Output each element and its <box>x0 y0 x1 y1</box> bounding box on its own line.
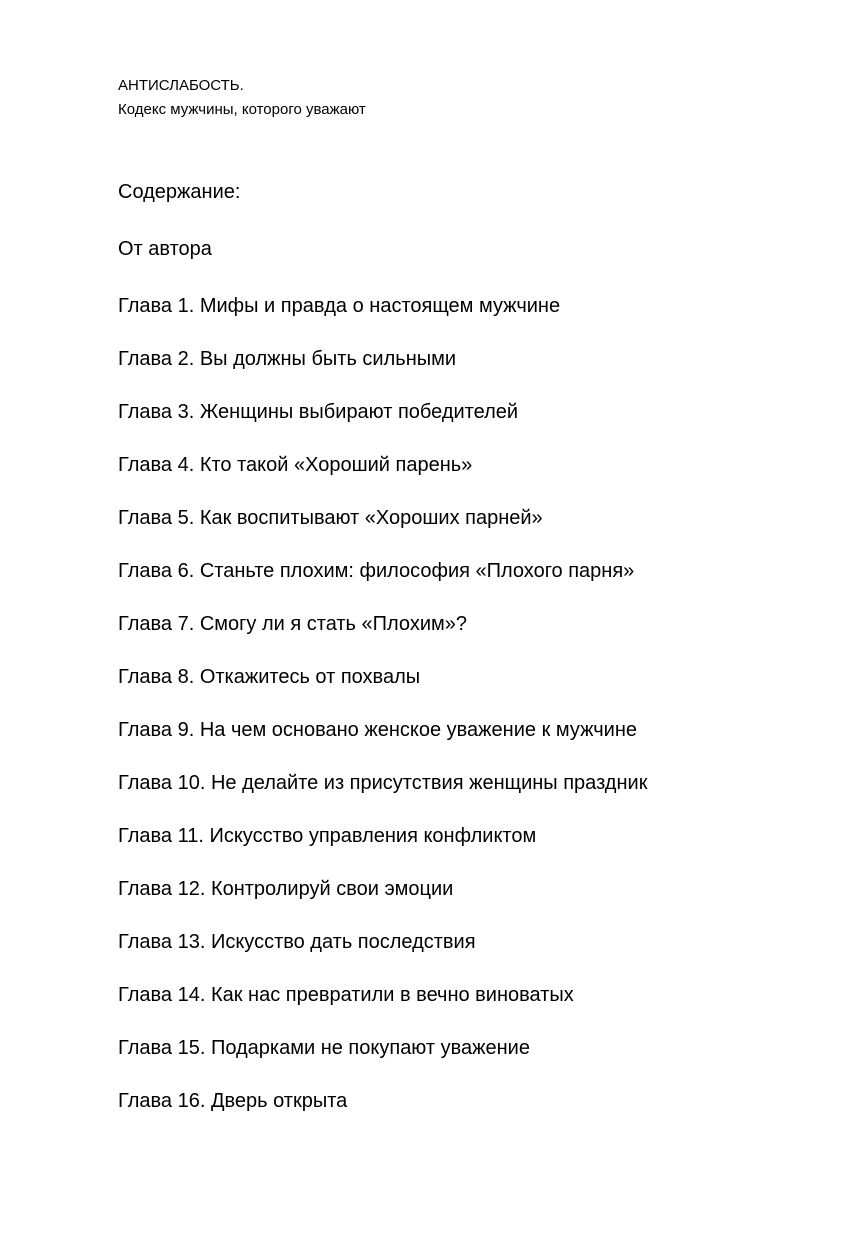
toc-entry-chapter-3: Глава 3. Женщины выбирают победителей <box>118 401 519 423</box>
toc-entry-list <box>118 233 647 1138</box>
document-title: АНТИСЛАБОСТЬ. <box>118 77 244 94</box>
document-header <box>118 74 366 122</box>
toc-entry-chapter-1: Глава 1. Мифы и правда о настоящем мужчине <box>118 295 561 317</box>
toc-entry-chapter-6: Глава 6. Станьте плохим: философия «Плохого парня» <box>118 560 635 582</box>
toc-heading: Содержание: <box>118 181 241 203</box>
toc-entry-chapter-16: Глава 16. Дверь открыта <box>118 1090 348 1112</box>
toc-entry-chapter-2: Глава 2. Вы должны быть сильными <box>118 348 457 370</box>
toc-entry-chapter-15: Глава 15. Подарками не покупают уважение <box>118 1037 530 1059</box>
toc-entry-chapter-4: Глава 4. Кто такой «Хороший парень» <box>118 454 473 476</box>
toc-entry-chapter-14: Глава 14. Как нас превратили в вечно виноватых <box>118 984 574 1006</box>
toc-entry-chapter-5: Глава 5. Как воспитывают «Хороших парней» <box>118 507 543 529</box>
toc-entry-chapter-11: Глава 11. Искусство управления конфликтом <box>118 825 537 847</box>
toc-entry-chapter-13: Глава 13. Искусство дать последствия <box>118 931 476 953</box>
document-subtitle: Кодекс мужчины, которого уважают <box>118 101 366 118</box>
toc-entry-chapter-7: Глава 7. Смогу ли я стать «Плохим»? <box>118 613 467 635</box>
toc-entry-chapter-8: Глава 8. Откажитесь от похвалы <box>118 666 421 688</box>
toc-entry-chapter-10: Глава 10. Не делайте из присутствия женщины праздник <box>118 772 648 794</box>
table-of-contents <box>118 176 647 1138</box>
toc-entry-foreword: От автора <box>118 238 212 260</box>
toc-entry-chapter-9: Глава 9. На чем основано женское уважение к мужчине <box>118 719 637 741</box>
toc-entry-chapter-12: Глава 12. Контролируй свои эмоции <box>118 878 454 900</box>
